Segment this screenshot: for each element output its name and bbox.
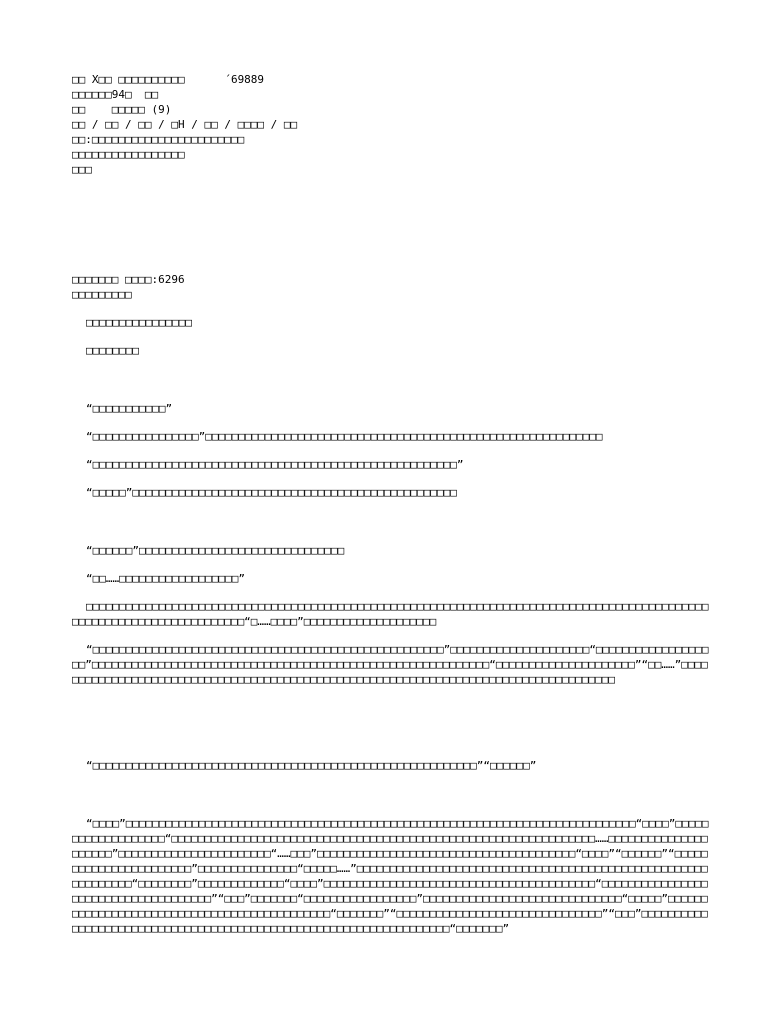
document-header [72,72,712,177]
breadcrumb[interactable]: □□ / □□ / □□ / □H / □□ / □□□□ / □□ [72,118,298,131]
paragraph: □□□□□□□□□□□□□□□□ [86,316,192,329]
meta-gap [72,302,712,315]
document-page [72,72,712,949]
paragraph: □□□□□□□□ [86,344,139,357]
meta-stats-line: □□□□□□□ □□□□:6296 [72,273,185,286]
header-gap [72,177,712,272]
paragraph: “□□□□”□□□□□□□□□□□□□□□□□□□□□□□□□□□□□□□□□□□□□□□□□□□□□□□□□□□□□□□□□□□□□□□□□□□□□□□□□□□□□“□□□□”□□□□□□□□□□□□□□□□□□□“□□□□□□□□□□□□□□□□□□□□□□□□□□□□□□□□□□□□□□□□□□□□□□□□□□□□□□□□□□□□□□□□……□□□□□□□□□□□□□□□□□□□□□”□□□□□□□□□□□□□□□□□□□□□□□“……□□□”□□□□□□□□□□□□□□□□□□□□□□□□□□□□□□□□□□□□□□□“□□□□”“□□□□□□”“□□□□□□□□□□□□□□□□□□□□□□□”□□□□□□□□□□□□□□□“□□□□□……”□□□□□□□□□□□□□□□□□□□□□□□□□□□□□□□□□□□□□□□□□□□□□□□□□□□□□□□□□□□□□□“□□□□□□□□”□□□□□□□□□□□□□“□□□□”□□□□□□□□□□□□□□□□□□□□□□□□□□□□□□□□□□□□□□□□□“□□□□□□□□□□□□□□□□□□□□□□□□□□□□□□□□□□□□□”“□□□”□□□□□□□“□□□□□□□□□□□□□□□□□”□□□□□□□□□□□□□□□□□□□□□□□□□□□□□□“□□□□□”□□□□□□□□□□□□□□□□□□□□□□□□□□□□□□□□□□□□□□□□□□□□□“□□□□□□□”“□□□□□□□□□□□□□□□□□□□□□□□□□□□□□□□”“□□□”□□□□□□□□□□□□□□□□□□□□□□□□□□□□□□□□□□□□□□□□□□□□□□□□□□□□□□□□□□□□□□□□□□□“□□□□□□□” [72,817,709,935]
header-extra-line: □□□ [72,163,92,176]
paragraph: “□□□□□□□□□□□□□□□□”□□□□□□□□□□□□□□□□□□□□□□□□□□□□□□□□□□□□□□□□□□□□□□□□□□□□□□□□□□□□ [86,430,603,443]
paragraph: “□□□□□□□□□□□□□□□□□□□□□□□□□□□□□□□□□□□□□□□□□□□□□□□□□□□□□□□” [86,458,464,471]
document-meta [72,272,712,302]
paragraph: “□□□□□”□□□□□□□□□□□□□□□□□□□□□□□□□□□□□□□□□□□□□□□□□□□□□□□□□ [86,486,457,499]
header-title-line: □□ X□□ □□□□□□□□□□ ´69889 [72,73,265,86]
meta-subtitle-line: □□□□□□□□□ [72,288,132,301]
header-count-line: □□ □□□□□ (9) [72,103,172,116]
header-info-line: □□□□□□94□ □□ [72,88,159,101]
header-tags-line: □□:□□□□□□□□□□□□□□□□□□□□□□□ [72,133,245,146]
paragraph: “□□□□□□”□□□□□□□□□□□□□□□□□□□□□□□□□□□□□□□ [86,544,345,557]
paragraph: “□□□□□□□□□□□” [86,402,173,415]
paragraph: “□□□□□□□□□□□□□□□□□□□□□□□□□□□□□□□□□□□□□□□□□□□□□□□□□□□□□”□□□□□□□□□□□□□□□□□□□□□“□□□□□□□□□□□□□□□□□□□”□□□□□□□□□□□□□□□□□□□□□□□□□□□□□□□□□□□□□□□□□□□□□□□□□□□□□□□□□□□□“□□□□□□□□□□□□□□□□□□□□□”“□□……”□□□□□□□□□□□□□□□□□□□□□□□□□□□□□□□□□□□□□□□□□□□□□□□□□□□□□□□□□□□□□□□□□□□□□□□□□□□□□□□□□□□□□□ [72,643,709,686]
paragraph: “□□……□□□□□□□□□□□□□□□□□□” [86,572,245,585]
paragraph: “□□□□□□□□□□□□□□□□□□□□□□□□□□□□□□□□□□□□□□□□□□□□□□□□□□□□□□□□□□”“□□□□□□” [86,759,537,772]
document-body [72,315,712,936]
paragraph: □□□□□□□□□□□□□□□□□□□□□□□□□□□□□□□□□□□□□□□□□□□□□□□□□□□□□□□□□□□□□□□□□□□□□□□□□□□□□□□□□□□□□□□□□□□□□□□□□□□□□□□□□□□□□□□□□□□□□□□□“□……□□□□”□□□□□□□□□□□□□□□□□□□□ [72,600,709,628]
header-desc-line: □□□□□□□□□□□□□□□□□ [72,148,185,161]
